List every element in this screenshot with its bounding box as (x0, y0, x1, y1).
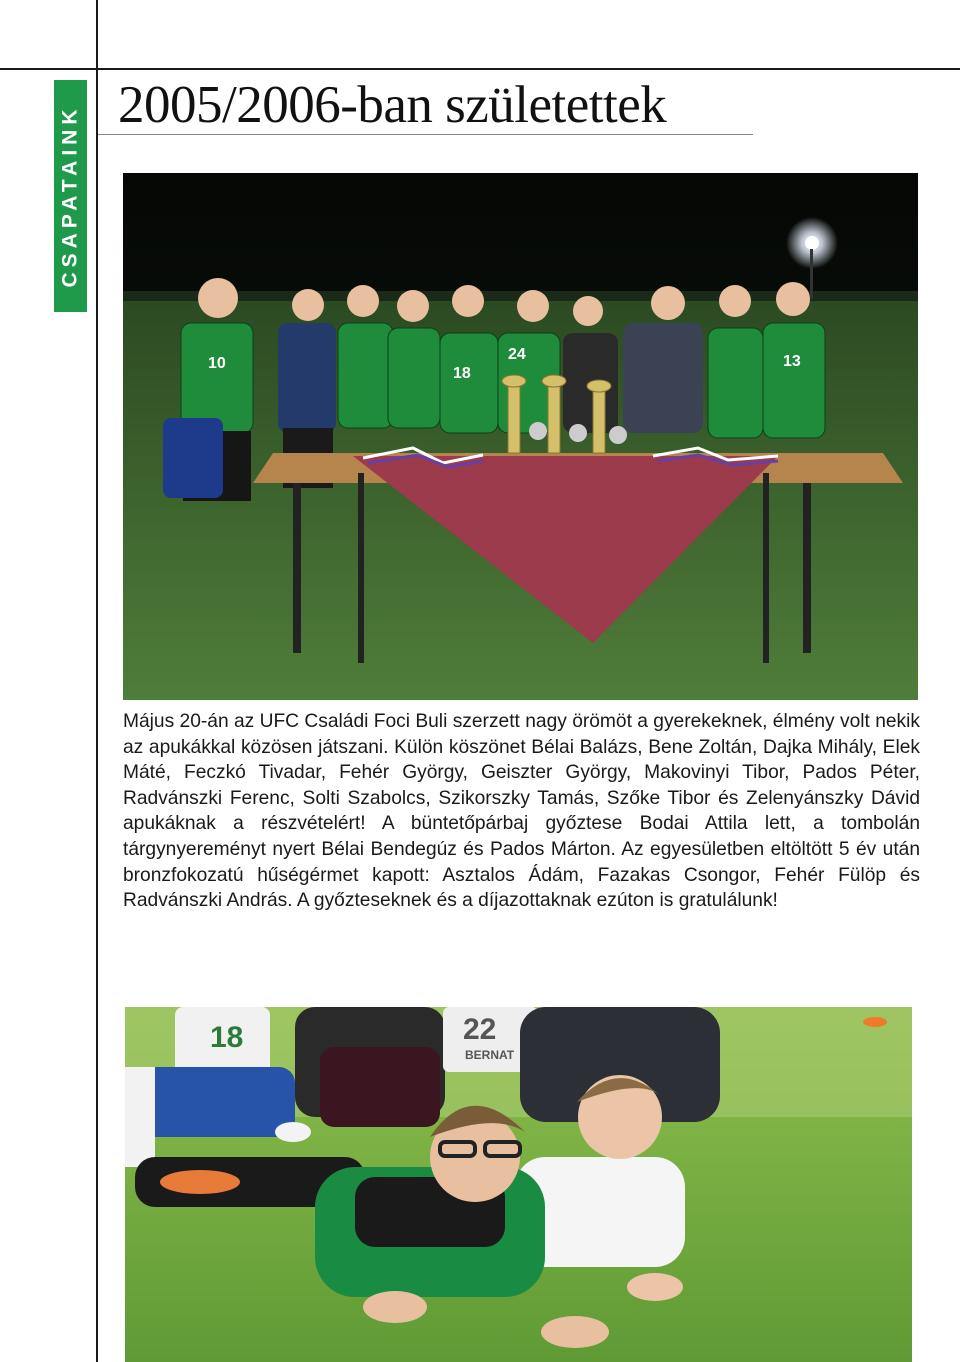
jersey-number: 22 (463, 1013, 497, 1046)
jersey-number: 18 (453, 365, 471, 382)
title-underline (98, 134, 753, 135)
team-photo (123, 173, 918, 700)
boys-photo (125, 1007, 912, 1362)
jersey-number: 10 (208, 355, 226, 372)
jersey-number: 13 (783, 353, 801, 370)
margin-rule (96, 0, 98, 1362)
header-rule (0, 68, 960, 70)
jersey-number: 18 (210, 1021, 244, 1054)
section-tab-label: CSAPATAINK (58, 104, 82, 288)
page-title: 2005/2006-ban születettek (118, 76, 667, 134)
jersey-number: 24 (508, 346, 526, 363)
jersey-name: BERNAT (465, 1048, 515, 1062)
section-tab (54, 80, 87, 312)
article-text: Május 20-án az UFC Családi Foci Buli szerzett nagy örömöt a gyerekeknek, élmény volt nekik az apukákkal közösen játszani. Külön köszönet Bélai Balázs, Bene Zoltán, Dajka Mihály, Elek Máté, Feczkó Tivadar, Fehér György, Geiszter György, Makovinyi Tibor, Pados Péter, Radvánszki Ferenc, Solti Szabolcs, Szikorszky Tamás, Szőke Tibor és Zelenyánszky Dávid apukáknak a részvételért! A büntetőpárbaj győztese Bodai Attila lett, a tombolán tárgynyereményt nyert Bélai Bendegúz és Pados Márton. Az egyesületben eltöltött 5 év után bronzfokozatú hűségérmet kapott: Asztalos Ádám, Fazakas Csongor, Fehér Fülöp és Radvánszki András. A győzteseknek és a díjazottaknak ezúton is gratulálunk! (123, 711, 920, 912)
